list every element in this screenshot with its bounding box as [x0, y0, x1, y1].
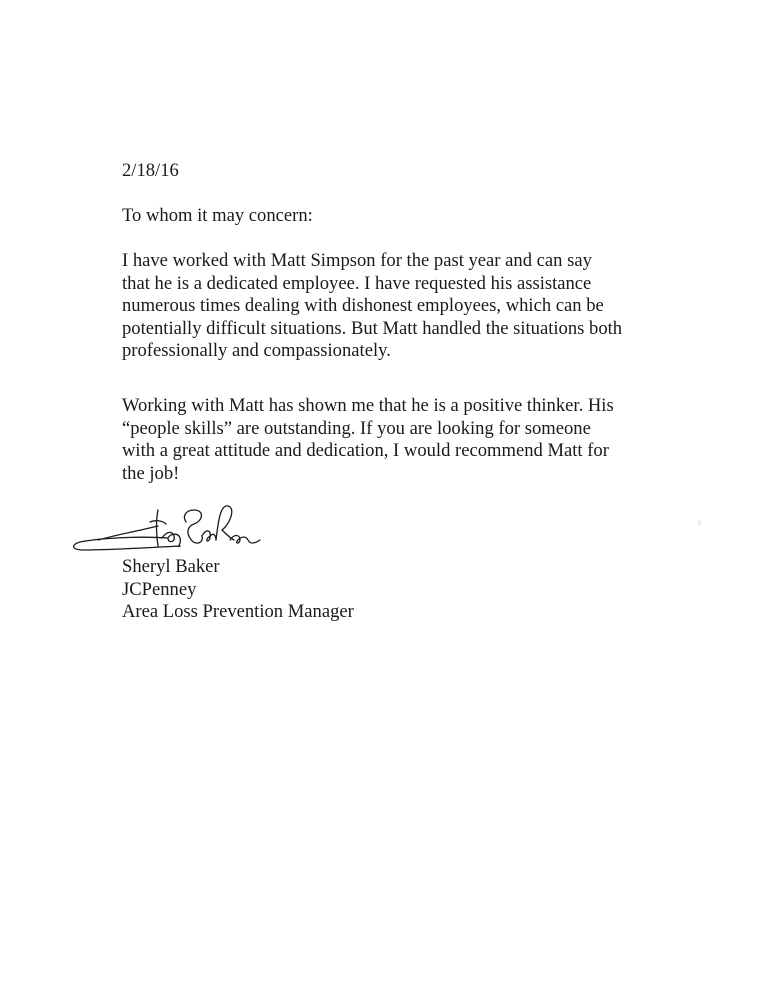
paragraph-line: with a great attitude and dedication, I would recommend Matt for	[122, 440, 609, 461]
paragraph-line: that he is a dedicated employee. I have requested his assistance	[122, 272, 592, 294]
paragraph-line: professionally and compassionately.	[122, 340, 391, 361]
letter-paragraph-1	[122, 250, 622, 363]
letter-date: 2/18/16	[122, 160, 179, 181]
signer-title: Area Loss Prevention Manager	[122, 601, 354, 622]
paragraph-line: potentially difficult situations. But Matt handled the situations both	[122, 317, 623, 339]
letter-salutation: To whom it may concern:	[122, 205, 313, 226]
paragraph-line: Working with Matt has shown me that he is a positive thinker. His	[122, 395, 614, 416]
scan-artifact	[698, 520, 701, 525]
paragraph-line: numerous times dealing with dishonest employees, which can be	[122, 295, 604, 316]
signature-block	[122, 556, 354, 624]
paragraph-line: I have worked with Matt Simpson for the past year and can say	[122, 250, 592, 271]
paragraph-line: “people skills” are outstanding. If you are looking for someone	[122, 417, 591, 439]
signer-name: Sheryl Baker	[122, 556, 220, 577]
signer-company: JCPenney	[122, 578, 197, 600]
paragraph-line: the job!	[122, 462, 180, 484]
handwritten-signature-icon	[70, 500, 270, 562]
letter-paragraph-2	[122, 395, 614, 485]
